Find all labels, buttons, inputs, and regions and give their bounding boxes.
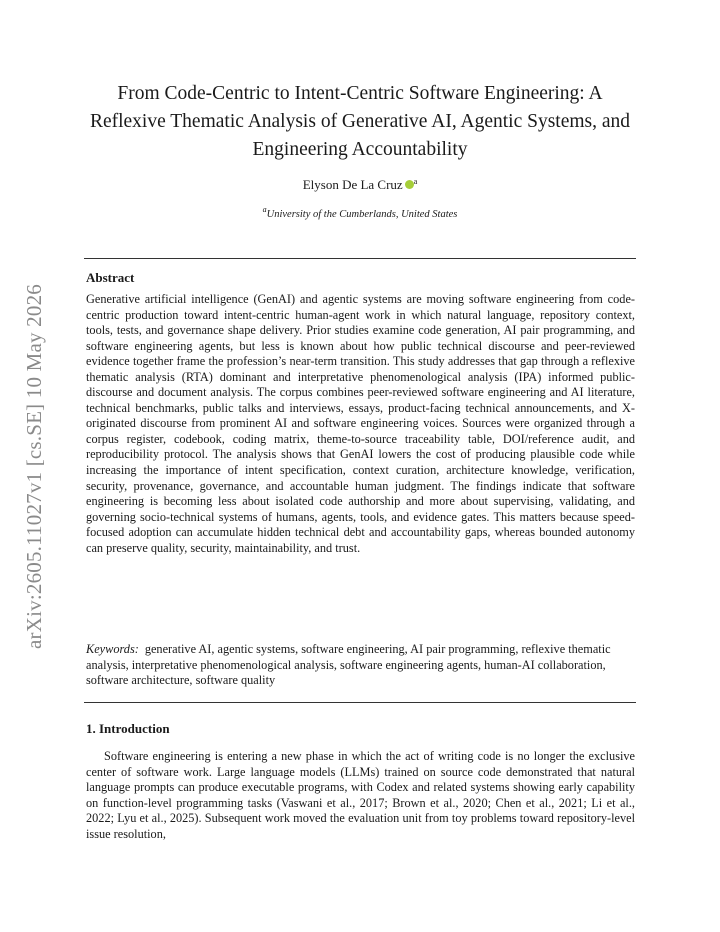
abstract-body: Generative artificial intelligence (GenAI) and agentic systems are moving software engineering from code-centric production toward intent-centric human-agent work in which natural language, repository context, tools, tests, and governance shape delivery. Prior studies examine code generation, AI pair programming, and software engineering agents, but less is known about how public technical discourse and peer-reviewed evidence together frame the profession’s near-term transition. This study addresses that gap through a reflexive thematic analysis (RTA) dominant and interpretative phenomenological analysis (IPA) informed public-discourse and document analysis. The corpus combines peer-reviewed software engineering and AI literature, technical benchmarks, public talks and interviews, essays, product-facing technical announcements, and X-originated discourse from prominent AI and software engineering voices. Sources were organized through a corpus register, codebook, coding matrix, theme-to-source traceability table, DOI/reference audit, and reproducibility protocol. The analysis shows that GenAI lowers the cost of producing plausible code while increasing the importance of intent specification, context curation, architecture knowledge, verification, security, provenance, governance, and accountable human judgment. The findings indicate that software engineering is becoming less about isolated code authorship and more about supervising, validating, and governing socio-technical systems of humans, agents, tools, and evidence gates. This matters because speed-focused adoption can accumulate hidden technical debt and accountability gaps, whereas bounded autonomy can preserve quality, security, maintainability, and trust.	[86, 292, 635, 555]
abstract-bottom-rule	[84, 702, 636, 703]
abstract-heading: Abstract	[86, 270, 135, 285]
orcid-icon[interactable]	[405, 180, 414, 189]
author-affiliation-mark: a	[413, 177, 418, 186]
affiliation-mark: a	[262, 205, 267, 214]
author-name: Elyson De La Cruz	[302, 177, 403, 192]
abstract-top-rule	[84, 258, 636, 259]
section-heading-introduction: 1. Introduction	[86, 721, 170, 736]
arxiv-identifier-stamp	[16, 256, 52, 676]
introduction-paragraph: Software engineering is entering a new phase in which the act of writing code is no longer the exclusive center of software work. Large language models (LLMs) trained on source code demonstrated that natural language prompts can produce executable programs, with Codex and related systems showing early capability on function-level programming tasks (Vaswani et al., 2017; Brown et al., 2020; Chen et al., 2021; Li et al., 2022; Lyu et al., 2025). Subsequent work moved the evaluation unit from toy problems toward repository-level issue resolution,	[86, 749, 635, 841]
keywords	[86, 642, 635, 689]
arxiv-identifier-text: arXiv:2605.11027v1 [cs.SE] 10 May 2026	[21, 283, 46, 649]
keywords-label: Keywords:	[86, 642, 139, 656]
paper-title: From Code-Centric to Intent-Centric Software Engineering: A Reflexive Thematic Analysis of Generative AI, Agentic Systems, and Engineering Accountability	[89, 83, 631, 160]
affiliation-line	[84, 205, 636, 220]
keywords-text: generative AI, agentic systems, software engineering, AI pair programming, reflexive thematic analysis, interpretative phenomenological analysis, software engineering agents, human-AI collaboration, software architecture, software quality	[86, 642, 611, 687]
affiliation-text: University of the Cumberlands, United States	[266, 209, 458, 220]
author-line	[84, 177, 636, 193]
